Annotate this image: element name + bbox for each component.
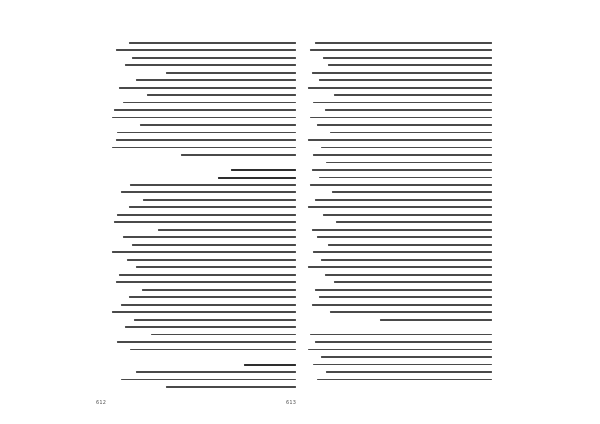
right-page-text-line-content [310,49,492,51]
right-page-text-line-content [326,162,492,164]
right-page-text-line-content [319,177,492,179]
left-page-text-line-content [136,371,296,373]
right-page-text-line [306,190,492,196]
right-page-text-line-content [315,199,492,201]
right-page-text-line-content [332,191,492,193]
left-page-text-line [110,55,296,61]
left-page-text-line-content [114,221,296,223]
left-page-text-line-content [116,49,296,51]
right-page-text-line [306,280,492,286]
right-page-text-line [306,212,492,218]
right-page-text-line-content [330,132,492,134]
left-page-text-line-content [129,206,296,208]
left-page-text-line [110,280,296,286]
left-page-text-line-content [121,304,296,306]
right-page-text-line [306,309,492,315]
right-page-text-line [306,242,492,248]
right-page-text-line-content [328,244,492,246]
left-page-text-line-content [123,236,296,238]
right-page-text-line [306,369,492,375]
left-page-text-line [110,107,296,113]
left-page-text-line-content [112,311,296,313]
right-page-text-line-content [312,169,492,171]
right-page-text-line [306,197,492,203]
left-page-text-line [110,272,296,278]
left-page-text-line-content [125,326,296,328]
left-page-text-line-content [143,199,296,201]
left-page-text-line-content [218,177,296,179]
right-page-text-line [306,160,492,166]
left-page-text-line-content [166,72,296,74]
left-page-text-line [110,369,296,375]
right-page-text-line-content [308,139,492,141]
left-page-text-line [110,62,296,68]
left-page-text-line [110,77,296,83]
left-page-text-line-content [127,259,296,261]
left-page-text-line [110,160,296,166]
right-page-text-line [306,137,492,143]
right-page-text-line [306,107,492,113]
right-page [306,40,492,392]
right-page-text-line-content [313,251,492,253]
left-page-text-line [110,339,296,345]
right-page-text-line [306,227,492,233]
right-page-text-line [306,235,492,241]
right-page-text-line [306,324,492,330]
right-page-text-line [306,182,492,188]
left-page-text-line [110,212,296,218]
right-page-text-line [306,77,492,83]
left-page-text-line [110,85,296,91]
left-page-text-line-content [132,244,296,246]
right-page-text-line [306,70,492,76]
right-page-text-line-content [321,259,492,261]
left-page-text-line-content [140,124,296,126]
right-page-text-line-content [315,289,492,291]
left-page-text-line [110,362,296,368]
right-page-text-line [306,287,492,293]
right-page-text-line [306,152,492,158]
left-page-text-line [110,182,296,188]
right-page-text-line-content [323,214,492,216]
right-page-text-line [306,272,492,278]
right-page-text-line [306,257,492,263]
left-page-text-block [110,40,296,392]
left-page-text-line-content [136,266,296,268]
left-page-text-line [110,235,296,241]
left-page-text-line-content [116,139,296,141]
right-page-text-line [306,175,492,181]
right-page-text-line-content [325,109,492,111]
left-page-text-line [110,137,296,143]
left-page-text-line-content [166,386,296,388]
right-page-text-line [306,47,492,53]
left-page-text-line-content [244,364,296,366]
left-page [110,40,296,392]
left-page-text-line-content [147,94,296,96]
left-page-text-line-content [117,341,296,343]
left-page-text-line [110,70,296,76]
left-page-text-line-content [117,132,296,134]
right-page-text-line-content [321,147,492,149]
right-page-text-line-content [308,87,492,89]
left-page-text-line [110,287,296,293]
left-page-text-line [110,265,296,271]
left-page-text-line-content [132,57,296,59]
right-page-text-line-content [323,57,492,59]
left-page-text-line [110,220,296,226]
right-page-text-line [306,130,492,136]
left-page-text-line [110,190,296,196]
right-page-text-line-content [308,266,492,268]
right-page-text-line-content [330,311,492,313]
right-page-text-line-content [317,379,492,381]
right-page-text-line-content [310,334,492,336]
right-page-text-line [306,347,492,353]
right-page-text-line-content [308,206,492,208]
left-page-text-line-content [158,229,296,231]
right-page-text-line-content [310,117,492,119]
left-page-text-line [110,384,296,390]
right-page-text-line [306,205,492,211]
left-page-text-line [110,257,296,263]
right-page-text-line-content [308,349,492,351]
right-page-text-line [306,362,492,368]
right-page-text-line-content [313,102,492,104]
right-page-text-line-content [319,79,492,81]
left-page-text-line-content [123,102,296,104]
left-page-text-line [110,175,296,181]
right-page-text-line-content [336,221,492,223]
left-page-text-line [110,92,296,98]
left-page-text-line-content [142,289,296,291]
left-page-text-line [110,347,296,353]
left-page-text-line [110,145,296,151]
left-page-text-line-content [112,117,296,119]
right-page-text-line-content [312,304,492,306]
right-page-text-line-content [334,281,492,283]
right-page-text-line [306,145,492,151]
left-page-text-line-content [181,154,296,156]
left-page-text-line-content [129,296,296,298]
left-page-text-line-content [129,42,296,44]
right-page-text-line [306,354,492,360]
right-page-text-line [306,220,492,226]
left-page-text-line [110,100,296,106]
right-page-text-line-content [315,341,492,343]
right-page-text-line [306,92,492,98]
right-page-text-line [306,85,492,91]
left-page-text-line [110,167,296,173]
right-page-text-line [306,302,492,308]
right-page-text-line [306,294,492,300]
right-page-text-line-content [334,94,492,96]
right-page-text-line [306,265,492,271]
right-page-text-line-content [315,42,492,44]
left-page-text-line [110,324,296,330]
left-page-text-line [110,309,296,315]
left-page-text-line-content [125,64,296,66]
left-page-text-line-content [136,79,296,81]
right-page-text-line-content [321,356,492,358]
left-page-text-line [110,377,296,383]
left-page-text-line [110,205,296,211]
left-page-text-line-content [130,349,296,351]
right-page-text-line-content [328,64,492,66]
left-page-text-line-content [112,251,296,253]
left-page-text-line [110,152,296,158]
left-page-text-line [110,354,296,360]
right-page-text-line-content [310,184,492,186]
right-page-text-line-content [313,364,492,366]
right-page-text-line-content [317,236,492,238]
left-page-text-line-content [134,319,296,321]
left-page-text-line-content [151,334,296,336]
right-page-text-line [306,115,492,121]
right-page-text-line-content [319,296,492,298]
right-page-text-line [306,62,492,68]
left-page-text-line-content [114,109,296,111]
right-page-text-line [306,250,492,256]
left-page-text-line-content [116,281,296,283]
left-page-text-line [110,302,296,308]
right-page-text-line [306,40,492,46]
right-page-text-line [306,55,492,61]
left-page-text-line [110,250,296,256]
left-page-text-line [110,122,296,128]
right-page-text-line-content [317,124,492,126]
left-page-text-line [110,294,296,300]
right-page-text-line [306,167,492,173]
right-page-text-line-content [312,72,492,74]
left-page-text-line [110,40,296,46]
left-page-text-line [110,242,296,248]
left-page-text-line [110,130,296,136]
left-page-text-line [110,197,296,203]
left-page-text-line [110,227,296,233]
right-page-text-line [306,100,492,106]
left-page-text-line-content [130,184,296,186]
right-page-text-line-content [325,274,492,276]
right-page-text-line [306,339,492,345]
right-page-number: 613 [286,400,297,406]
left-page-text-line-content [231,169,296,171]
right-page-text-line-content [313,154,492,156]
right-page-text-block [306,40,492,384]
right-page-text-line-content [380,319,492,321]
left-page-text-line [110,332,296,338]
left-page-text-line-content [121,379,296,381]
left-page-text-line-content [119,274,296,276]
left-page-text-line-content [117,214,296,216]
right-page-text-line-content [312,229,492,231]
left-page-text-line [110,115,296,121]
right-page-text-line [306,332,492,338]
right-page-text-line [306,122,492,128]
right-page-text-line-content [326,371,492,373]
right-page-text-line [306,377,492,383]
left-page-text-line [110,317,296,323]
right-page-text-line [306,317,492,323]
left-page-text-line-content [121,191,296,193]
left-page-text-line-content [112,147,296,149]
left-page-text-line-content [119,87,296,89]
left-page-number: 612 [96,400,107,406]
left-page-text-line [110,47,296,53]
